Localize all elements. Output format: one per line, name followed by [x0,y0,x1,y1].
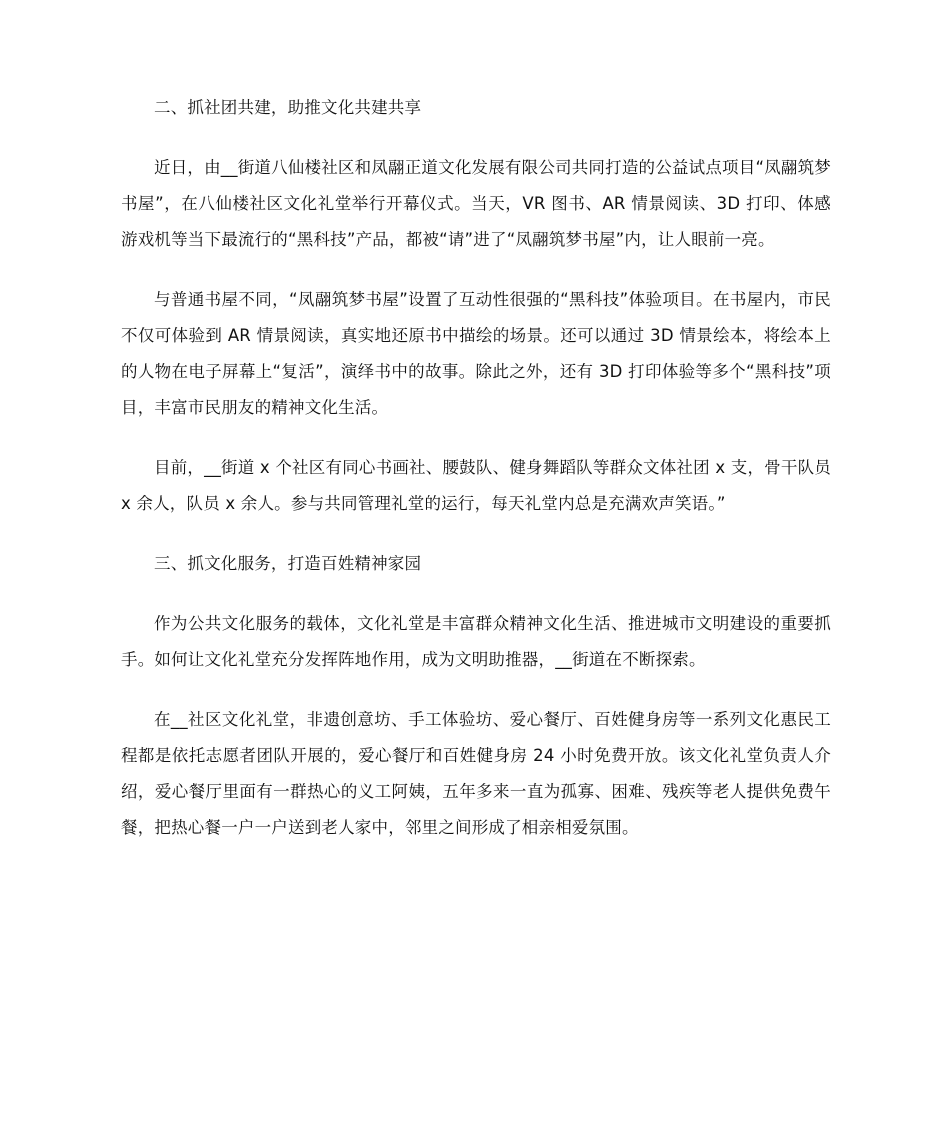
paragraph-community-services: 在__社区文化礼堂，非遗创意坊、手工体验坊、爱心餐厅、百姓健身房等一系列文化惠民工程都是依托志愿者团队开展的，爱心餐厅和百姓健身房 24 小时免费开放。该文化礼堂负责人介绍，爱心餐厅里面有一群热心的义工阿姨，五年多来一直为孤寡、困难、残疾等老人提供免费午餐，把热心餐一户一户送到老人家中，邻里之间形成了相亲相爱氛围。 [121,710,831,837]
paragraph-cultural-hall: 作为公共文化服务的载体，文化礼堂是丰富群众精神文化生活、推进城市文明建设的重要抓手。如何让文化礼堂充分发挥阵地作用，成为文明助推器，__街道在不断探索。 [121,614,831,669]
paragraph-bookhouse-opening: 近日，由__街道八仙楼社区和凤翮正道文化发展有限公司共同打造的公益试点项目“凤翮筑梦书屋”，在八仙楼社区文化礼堂举行开幕仪式。当天，VR 图书、AR 情景阅读、3D 打印、体感游戏机等当下最流行的“黑科技”产品，都被“请”进了“凤翮筑梦书屋”内，让人眼前一亮。 [121,158,831,249]
section-heading-3: 三、抓文化服务，打造百姓精神家园 [154,554,422,573]
paragraph-community-groups: 目前，__街道 x 个社区有同心书画社、腰鼓队、健身舞蹈队等群众文体社团 x 支，骨干队员 x 余人，队员 x 余人。参与共同管理礼堂的运行，每天礼堂内总是充满欢声笑语。” [121,458,831,513]
document-page [121,90,831,870]
paragraph-bookhouse-features: 与普通书屋不同，“凤翮筑梦书屋”设置了互动性很强的“黑科技”体验项目。在书屋内，市民不仅可体验到 AR 情景阅读，真实地还原书中描绘的场景。还可以通过 3D 情景绘本，将绘本上的人物在电子屏幕上“复活”，演绎书中的故事。除此之外，还有 3D 打印体验等多个“黑科技”项目，丰富市民朋友的精神文化生活。 [121,290,831,417]
section-heading-2: 二、抓社团共建，助推文化共建共享 [154,98,422,117]
